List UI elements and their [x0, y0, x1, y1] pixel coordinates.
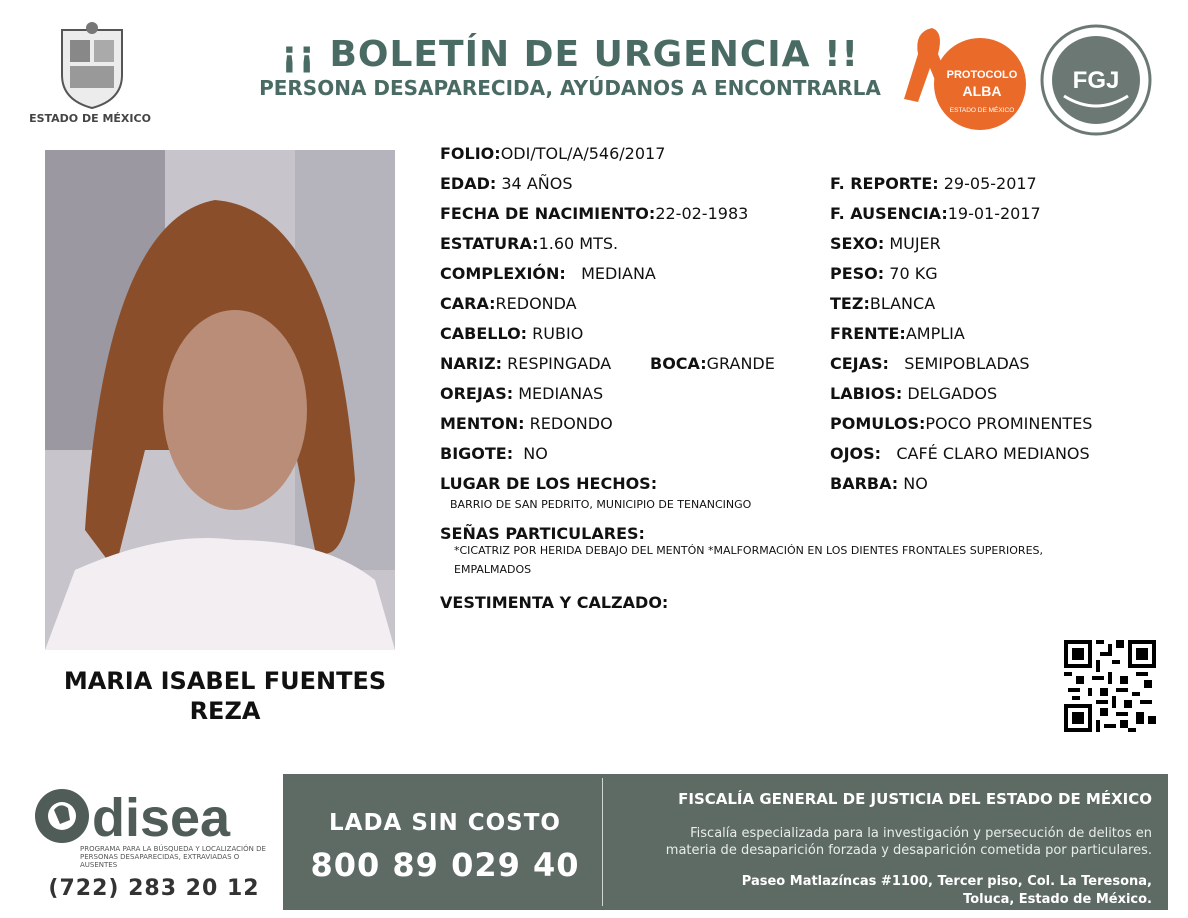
field-orejas-label: OREJAS: [440, 384, 514, 403]
fgj-seal-logo [1040, 24, 1152, 136]
field-bigote-value: NO [523, 444, 548, 463]
odisea-program-text: PROGRAMA PARA LA BÚSQUEDA Y LOCALIZACIÓN DE PERSONAS DESAPARECIDAS, EXTRAVIADAS O AUSENTES [80, 845, 266, 869]
field-edad-label: EDAD: [440, 174, 497, 193]
field-orejas [440, 384, 603, 404]
field-senas-line1: *CICATRIZ POR HERIDA DEBAJO DEL MENTÓN *MALFORMACIÓN EN LOS DIENTES FRONTALES SUPERIORES, [454, 544, 1043, 557]
field-f-ausencia [830, 204, 1041, 224]
field-barba [830, 474, 928, 494]
field-nariz [440, 354, 611, 374]
field-tez-value: BLANCA [869, 294, 936, 313]
fiscalia-address-line2: Toluca, Estado de México. [963, 892, 1152, 907]
field-folio [440, 144, 665, 164]
field-complexion-value: MEDIANA [581, 264, 656, 283]
field-nariz-value: RESPINGADA [507, 354, 612, 373]
field-f-reporte-label: F. REPORTE: [830, 174, 939, 193]
field-cabello-label: CABELLO: [440, 324, 528, 343]
field-pomulos [830, 414, 1092, 434]
estado-de-mexico-label: ESTADO DE MÉXICO [29, 112, 151, 125]
field-peso [830, 264, 938, 284]
field-cara-value: REDONDA [495, 294, 577, 313]
field-estatura-label: ESTATURA: [440, 234, 539, 253]
field-labios-label: LABIOS: [830, 384, 903, 403]
odisea-brand-text: disea [92, 788, 231, 846]
missing-person-photo [45, 150, 395, 650]
field-boca-value: GRANDE [706, 354, 775, 373]
field-labios-value: DELGADOS [907, 384, 998, 403]
field-vestimenta-label-text: VESTIMENTA Y CALZADO: [440, 593, 669, 612]
field-ojos-label: OJOS: [830, 444, 882, 463]
field-fecha-nacimiento-value: 22-02-1983 [655, 204, 749, 223]
protocolo-alba-logo [904, 24, 1029, 134]
field-menton [440, 414, 613, 434]
person-name [40, 666, 410, 726]
fiscalia-title: FISCALÍA GENERAL DE JUSTICIA DEL ESTADO DE MÉXICO [678, 790, 1152, 808]
field-pomulos-label: POMULOS: [830, 414, 926, 433]
field-f-reporte [830, 174, 1037, 194]
fiscalia-description [600, 825, 1152, 859]
field-cejas-value: SEMIPOBLADAS [904, 354, 1030, 373]
fgj-text: FGJ [1072, 67, 1120, 94]
person-name-line1: MARIA ISABEL FUENTES [63, 667, 387, 695]
field-lugar-value: BARRIO DE SAN PEDRITO, MUNICIPIO DE TENANCINGO [450, 498, 752, 511]
bulletin-subtitle: PERSONA DESAPARECIDA, AYÚDANOS A ENCONTRARLA [259, 76, 881, 100]
lada-sin-costo-label: LADA SIN COSTO [329, 810, 561, 836]
fiscalia-address-line1: Paseo Matlazíncas #1100, Tercer piso, Col. La Teresona, [741, 874, 1152, 889]
field-sexo-label: SEXO: [830, 234, 885, 253]
field-boca [650, 354, 775, 374]
field-lugar-label [440, 474, 657, 494]
field-fecha-nacimiento [440, 204, 748, 224]
field-cejas [830, 354, 1030, 374]
field-cejas-label: CEJAS: [830, 354, 889, 373]
field-frente-label: FRENTE: [830, 324, 906, 343]
field-nariz-label: NARIZ: [440, 354, 503, 373]
field-cara-label: CARA: [440, 294, 496, 313]
field-boca-label: BOCA: [650, 354, 707, 373]
odisea-phone[interactable]: (722) 283 20 12 [48, 876, 260, 901]
field-cabello-value: RUBIO [532, 324, 584, 343]
field-edad [440, 174, 572, 194]
field-f-ausencia-label: F. AUSENCIA: [830, 204, 948, 223]
fiscalia-address [600, 873, 1152, 909]
field-labios [830, 384, 997, 404]
field-cara [440, 294, 577, 314]
field-tez [830, 294, 935, 314]
qr-code[interactable] [1064, 640, 1156, 732]
field-menton-label: MENTON: [440, 414, 525, 433]
field-vestimenta-label [440, 593, 668, 613]
field-complexion-label: COMPLEXIÓN: [440, 264, 566, 283]
field-peso-label: PESO: [830, 264, 885, 283]
field-complexion [440, 264, 656, 284]
field-senas-label-text: SEÑAS PARTICULARES: [440, 524, 645, 543]
field-fecha-nacimiento-label: FECHA DE NACIMIENTO: [440, 204, 656, 223]
field-sexo [830, 234, 941, 254]
field-folio-value: ODI/TOL/A/546/2017 [500, 144, 666, 163]
field-frente-value: AMPLIA [905, 324, 965, 343]
field-barba-label: BARBA: [830, 474, 899, 493]
field-sexo-value: MUJER [889, 234, 941, 253]
field-lugar-label-text: LUGAR DE LOS HECHOS: [440, 474, 658, 493]
field-bigote-label: BIGOTE: [440, 444, 514, 463]
field-peso-value: 70 KG [889, 264, 938, 283]
estado-de-mexico-coat-of-arms [52, 20, 132, 110]
field-cabello [440, 324, 583, 344]
field-ojos [830, 444, 1090, 464]
field-estatura [440, 234, 618, 254]
field-pomulos-value: POCO PROMINENTES [925, 414, 1093, 433]
alba-line2: ALBA [962, 83, 1002, 99]
field-senas-label [440, 524, 645, 544]
alba-line1: PROTOCOLO [946, 69, 1018, 81]
field-orejas-value: MEDIANAS [518, 384, 604, 403]
field-folio-label: FOLIO: [440, 144, 501, 163]
field-senas-line2: EMPALMADOS [454, 563, 532, 576]
lada-phone-number[interactable]: 800 89 029 40 [310, 846, 580, 884]
field-ojos-value: CAFÉ CLARO MEDIANOS [896, 444, 1090, 463]
field-barba-value: NO [903, 474, 928, 493]
field-frente [830, 324, 965, 344]
field-menton-value: REDONDO [529, 414, 613, 433]
alba-line3: ESTADO DE MÉXICO [949, 107, 1015, 114]
fiscalia-desc-line1: Fiscalía especializada para la investigación y persecución de delitos en [690, 826, 1152, 841]
bulletin-title: ¡¡ BOLETÍN DE URGENCIA !! [281, 34, 859, 75]
fiscalia-desc-line2: materia de desaparición forzada y desaparición cometida por particulares. [665, 843, 1152, 858]
field-bigote [440, 444, 548, 464]
field-f-ausencia-value: 19-01-2017 [947, 204, 1041, 223]
field-f-reporte-value: 29-05-2017 [943, 174, 1037, 193]
field-edad-value: 34 AÑOS [501, 174, 573, 193]
person-name-line2: REZA [189, 697, 261, 725]
field-tez-label: TEZ: [830, 294, 870, 313]
field-estatura-value: 1.60 MTS. [538, 234, 619, 253]
